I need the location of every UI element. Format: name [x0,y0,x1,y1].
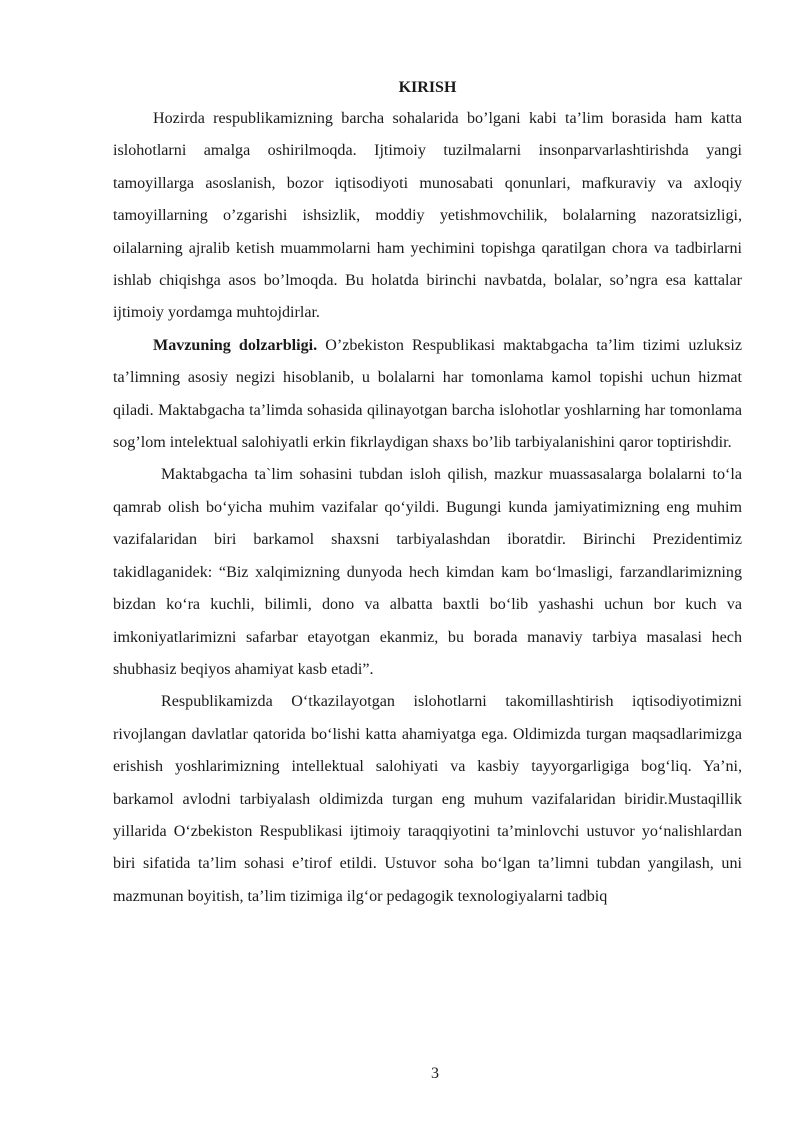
preschool-reform-paragraph [113,459,742,686]
reforms-paragraph [113,686,742,913]
paragraph-text: Maktabgacha ta`lim sohasini tubdan isloh qilish, mazkur muassasalarga bolalarni to‘la qamrab olish bo‘yicha muhim vazifalar qo‘yildi. Bugungi kunda jamiyatimizning eng muhim vazifalaridan biri barkamol shaxsni tarbiyalashdan iboratdir. Birinchi Prezidentimiz takidlaganidek: “Biz xalqimizning dunyoda hech kimdan kam bo‘lmasligi, farzandlarimizning bizdan ko‘ra kuchli, bilimli, dono va albatta baxtli bo‘lib yashashi uchun bor kuch va imkoniyatlarimizni safarbar etayotgan ekanmiz, bu borada manaviy tarbiya masalasi hech shubhasiz beqiyos ahamiyat kasb etadi”. [113,466,742,678]
paragraph-lead-heading: Mavzuning dolzarbligi. [153,336,318,354]
page-number: 3 [431,1065,439,1082]
paragraph-text: O’zbekiston Respublikasi maktabgacha ta’lim tizimi uzluksiz ta’limning asosiy negizi hisoblanib, u bolalarni har tomonlama kamol topishi uchun hizmat qiladi. Maktabgacha ta’limda sohasida qilinayotgan barcha islohotlar yoshlarning har tomonlama sog’lom intelektual salohiyatli erkin fikrlaydigan shaxs bo’lib tarbiyalanishini qaror toptirishdir. [113,336,742,452]
document-title: KIRISH [398,79,457,96]
relevance-paragraph [113,330,742,460]
intro-paragraph [113,103,742,330]
paragraph-text: Hozirda respublikamizning barcha sohalarida bo’lgani kabi ta’lim borasida ham katta islohotlarni amalga oshirilmoqda. Ijtimoiy tuzilmalarni insonparvarlashtirishda yangi tamoyillarga asoslanish, bozor iqtisodiyoti munosabati qonunlari, mafkuraviy va axloqiy tamoyillarning o’zgarishi ishsizlik, moddiy yetishmovchilik, bolalarning nazoratsizligi, oilalarning ajralib ketish muammolarni ham yechimini topishga qaratilgan chora va tadbirlarni ishlab chiqishga asos bo’lmoqda. Bu holatda birinchi navbatda, bolalar, so’ngra esa kattalar ijtimoiy yordamga muhtojdirlar. [113,110,742,322]
document-page [113,76,742,913]
paragraph-text: Respublikamizda O‘tkazilayotgan islohotlarni takomillashtirish iqtisodiyotimizni rivojlangan davlatlar qatorida bo‘lishi katta ahamiyatga ega. Oldimizda turgan maqsadlarimizga erishish yoshlarimizning intellektual salohiyati va kasbiy tayyorgarligiga bog‘liq. Ya’ni, barkamol avlodni tarbiyalash oldimizda turgan eng muhum vazifalaridan biridir.Mustaqillik yillarida O‘zbekiston Respublikasi ijtimoiy taraqqiyotini ta’minlovchi ustuvor yo‘nalishlardan biri sifatida ta’lim sohasi e’tirof etildi. Ustuvor soha bo‘lgan ta’limni tubdan yangilash, uni mazmunan boyitish, ta’lim tizimiga ilg‘or pedagogik texnologiyalarni tadbiq [113,693,742,905]
